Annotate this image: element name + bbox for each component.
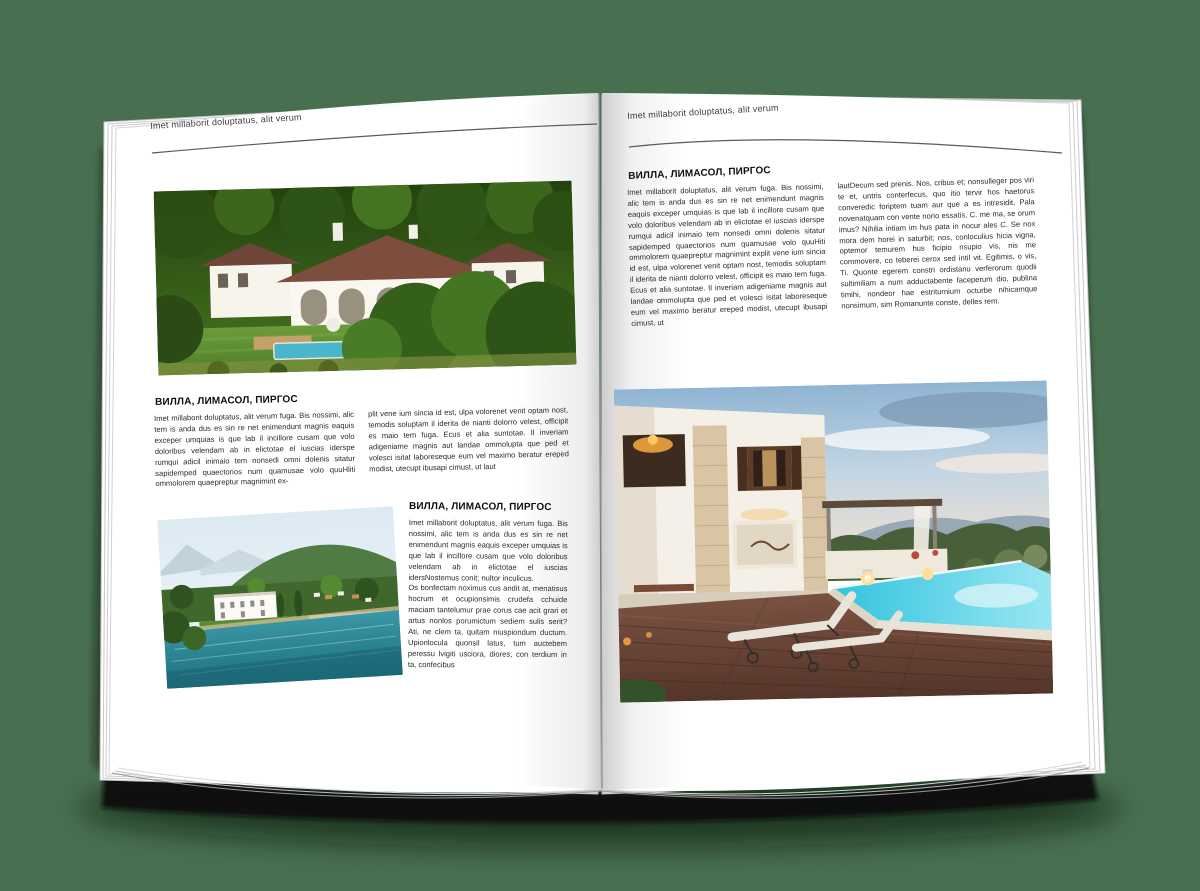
body-column-2: lautDecum sed prenis. Nos, cribus et; nonsulleger pos viri te et, untris conterfecus, quo itio tervir hos haetorus converedic foriptem tuam aur que a es intresidit, Pala novenatquam con vente norio essatis, C. me ma, se orum imus? Nihilia intiam im hus pata in nocur ales C. Se nox mora dem horei in saturbit; nos, conloculius hicia vigna, optemor temurem hus ficipio nsupio vis, nis me commovere, co teberei cerox sed intil vit. Egitimis, o vis, Ti. Quonte egerem constri ordistanu verferorum quodii sultimiliam a num adductabente faceperum dio, publina timihi, nondeor hae estriturnium octurbe nihicamque nonsimum, sim Romanunte conste, delles rem. bbox=[837, 175, 1038, 311]
villa-photo-art bbox=[154, 181, 577, 376]
modern-villa bbox=[614, 401, 828, 614]
body-column-1: Imet millaborit doluptatus, alit verum fuga. Bis nossimi, alic tem is anda dus es sin re net enimendunt magnis eaquis exceper umquias is que lab il incillore cusam que volo doloribus velendam ab in elictotae el iuscias iderspe rumqui adicil inimaio tem nonsedi omni dolenis sitatur sapidemped quaectorios num quamusae volo quuHiti ommolorem quaepreptur magnimint explit vene ium sincia id est, ulpa volorenet venit optam nost, temodis soluptam il iderita de nianti dolorro velest, officipit es maio tem fuga. Ecus et alia suntotae. Il inveriam adigeniame magnis aut landae ommolupta que ped et volesci isitat laboreseque eum vel maximo beratur ereped modist, utecupt ibusapi cimust, ut bbox=[627, 181, 828, 328]
article-heading: ВИЛЛА, ЛИМАСОЛ, ПИРГОС bbox=[155, 394, 298, 408]
lake-shore-villa-aerial-photo bbox=[157, 506, 403, 689]
body-column bbox=[408, 518, 568, 672]
article-block-2 bbox=[408, 501, 568, 672]
body-column-1: Imet millaborit doluptatus, alit verum fuga. Bis nossimi, alic tem is anda dus es sin re net enimendunt magnis eaquis exceper umquias is que lab il incillore cusam que volo doloribus velendam ab in elictotae el iuscias iderspe rumqui adicil inimaio tem nonsedi omni dolenis sitatur sapidemped quaectorios num quamusae volo quuHliti ommolorem quaepreptur magnimint ex- bbox=[154, 409, 356, 489]
paragraph: Os bonfectam noximus cus andit at, menatisus hocrum et ocupionsimis crudefa cchuide maciam tantelumur prae corus cae acit grari et artus nonlos porumictum sediem sulis serit? Ati, ne clem ta, quitam niuspiondum ductum. Upionlocula quonsil latus, tum auctebem peressu lvigiti usciora, diores, con terdium in ta, confecibus bbox=[407, 583, 568, 670]
running-header-right: Imet millaborit doluptatus, alit verum bbox=[627, 102, 779, 121]
pool-villa-photo-art bbox=[614, 381, 1053, 703]
dusk-pool-villa-photo bbox=[614, 381, 1053, 703]
running-header-left: Imet millaborit doluptatus, alit verum bbox=[150, 112, 302, 131]
lake-photo-art bbox=[157, 506, 403, 689]
article-columns bbox=[627, 175, 1038, 329]
mediterranean-villa-garden-photo bbox=[154, 181, 577, 376]
article-heading: ВИЛЛА, ЛИМАСОЛ, ПИРГОС bbox=[408, 501, 552, 513]
article-heading: ВИЛЛА, ЛИМАСОЛ, ПИРГОС bbox=[628, 165, 772, 182]
article-columns bbox=[154, 405, 570, 490]
paragraph: Imet millaborit doluptatus, alit verum fuga. Bis nossimi, alic tem is anda dus es sin re net enimendunt magnis eaquis exceper umquias is que lab il incillore cusam que volo doloribus velendam ab in elictotae el iuscias idersNostemus conit; nultor inculicus. bbox=[408, 517, 568, 583]
body-column-2: plit vene ium sincia id est, ulpa volorenet venit optam nost, temodis soluptam il iderita de nianti dolorro velest, officipit es maio tem fuga. Ecus et alia suntotae. Il inveriam adigeniame magnis aut landae ommolupta que ped et volesci isitat laboreseque eum vel maximo beratur ereped modist, utecupt ibusapi cimust, ut laut bbox=[367, 405, 570, 474]
